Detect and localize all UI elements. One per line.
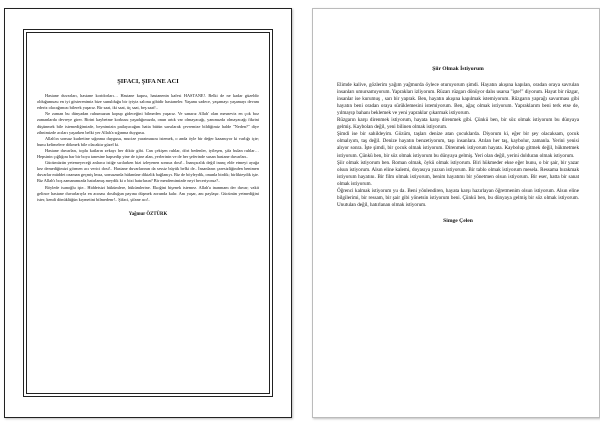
right-paragraph: Rüzgarın karşı direnmek istiyorum, hayata karşı direnmek gibi. Çünkü ben, bir söz olmak istiyorum bu dünyaya gelmiş. Kaybolan değil, yeni bilinen olmak istiyorum.	[337, 117, 579, 131]
right-paragraph: Şiir olmak istiyorum ben. Roman olmak, öykü olmak istiyorum. Biri hükmeder ekse eğer bunu, o bir şair, bir yazar olsun istiyorum. Alsın eline kalemi, doyasıya yazsın istiyorum. Bir tablo olmak istiyorum mesela. Ressama bırakmak istiyorum hayatını. Bir film olmak istiyorum, benim hayatımı bir yönetmen olsun istiyorum. Bir eser, hatta bir sanat olmak istiyorum.	[337, 159, 579, 187]
left-article-author: Yağmur ÖZTÜRK	[128, 211, 168, 217]
right-article-title: Şiir Olmak İstiyorum	[432, 66, 484, 72]
left-paragraph: Allah'ın sonsuz kudretine sığınma duygusu, mucize yaratmasını istemek, o anda öyle bir değer kazanıyor ki varlığı içte; bunu kelimelere dökmek bile olacaktır güzel ki.	[37, 135, 259, 147]
left-article-title: ŞIFACI, ŞIFA NE ACI	[117, 78, 179, 85]
left-paragraph: Ne zaman bu dünyadan ruhumuzun kopup gideceğini bilmeden yaşarız. Ve sanarız Allah' olan mesneviz en çok boz zamanlarda devreye girer. Birini kaybetme korkusu yaşadığımızda, onun artık var olmayacağı, yanımızda olmayacağı fikrini düşünmek bile istemediğimizde, beynimizin patlayacağını hatta bütün sarsılarak çevremize bildiğimiz halde "Neden?" diye zihnimizde acıları yaşarken belki yer Allah'a sığınma duygusu.	[37, 111, 259, 135]
right-page	[312, 8, 600, 418]
left-paragraph: Böylede isanoğlu işte.. Hiddetsizi hükümlere, hükümlerine. Ekoğini bişenek istemez. Allah'a inanmam der duvar; vakit gelince hastane duvarlarıyla en acınası dostluğun payına düşmek zorunda kalır. Anı yaşar, anı paylaşır. Gücünün yetmediğini ister, kendi dönüklüğün kıymetini bilmedenr!.. Şifaci, şifane acı!..	[37, 184, 259, 202]
left-paragraph: Hastane duvarları, toplu katların zekayı her diktir gibi. Can çekişen ruhlar, dört bedenler, iyileşen, şifa bulan ruhlar… Hepsinin çığlığını bar bir boya tanesine hapsedip yine de içine alan, yerlerinin ve de her şeferinde susan hastane duvarları..	[37, 147, 259, 160]
left-article	[37, 79, 259, 218]
left-page	[4, 8, 292, 418]
right-paragraph: Öğrenci kalmak istiyorum yu da. Beni yönlendiren, hayata karşı hazırlayan öğretmenim olsun istiyorum. Alsın eline bilgilerimi, bir ressam, bir şair gibi yönetsin istiyorum beni. Çünkü ben, bu dünyaya gelmiş bir söz olmak istiyorum. Unutulan değil, hatırlanan olmak istiyorum.	[337, 187, 579, 208]
left-paragraph: Gücümüzün yetemeyeceği anlarca istiğe sırılarken bizi izleyenen sonsuz dost!.. İnançsızlık değil inanç elde etmeyi ayağa kez demediğimizi görmen acı verici dost!.. Hastane duvarlarının da sessiz büyük belki de.. İnsanların çaresizliğinden benimen duvarlar müddet ozaman geçmiş lmsa, sonsuzunla hükmüne dikizlik bağlanıyı. Biz de böyleydik, onunla birdik; birlikteydik işte. Biz Allah'ı boş zamanımızda hatırlamış meydik ki o bizi hatırlasın? Bir mesdemimizde neyi beceriyoruz?..	[37, 160, 259, 184]
right-article-author: Simge Çelen	[443, 217, 473, 224]
right-paragraph: Şimdi ise bir sahildeyim. Gözüm, taşları denize atan çocuklarda. Diyorum ki, eğer bir şey olacaksam, çocuk olmalıyım, taş değil. Denize hayatın benzetiyorum, taşı insanlara. Atılan her taş, kaybolur, zamanla. Yerini yenisi alıyor sonra. İşte şimdi, bir çocuk olmak istiyorum. Direnmek istiyorum hayata. Kaybolup gitmek değil, hükmetmek istiyorum. Çünkü ben, bir söz olmak istiyorum bu dünyaya gelmiş. Yeri olan değil, yerini dolduran olmak istiyorum.	[337, 131, 579, 159]
right-article	[337, 66, 579, 225]
right-paragraph: Elimde kalive, gözlerim yağım yağmurda öylece oturuyorum şimdi. Hayatın akışına kapılan, oradan oraya savrulan insanları umursamıyorum. Yaprakları izliyorum. Rüzarı rüzgarı dönüyor dalıs usarsa "işte!" diyorum. Hayat bir rüzgar, insanlar ise kurumuş , sarı bir yaprak. Ben, hayatın akışına kapılmak istemiyorum. Rüzgarın yaprağı savurması gibi hayatın beni oradan oraya sürüklemesini istemiyorum. Ben, ağaç olmak istiyorum. Yapraklarım beni terk etse de, yılmayıp bahanı beklemek ve yeni yapraklar çıkarmak istiyorum.	[337, 82, 579, 117]
left-paragraph: Hastane duvarları, hastane koridorları… Hastane kapısı, hastanenin kafesi HASTANE!. Belki de ne kadar güzeldir olduğumuzu en iyi gösterenimiz bize sunulduğu bir iyiyiz salonu gibidir hastaneler. Yaşamı sadece, yaşamayı yaşamayı devam ederiz olacağımızı bilerek yaşarız. Bir saat, iki saat, üç saat, beş saat!..	[37, 93, 259, 111]
